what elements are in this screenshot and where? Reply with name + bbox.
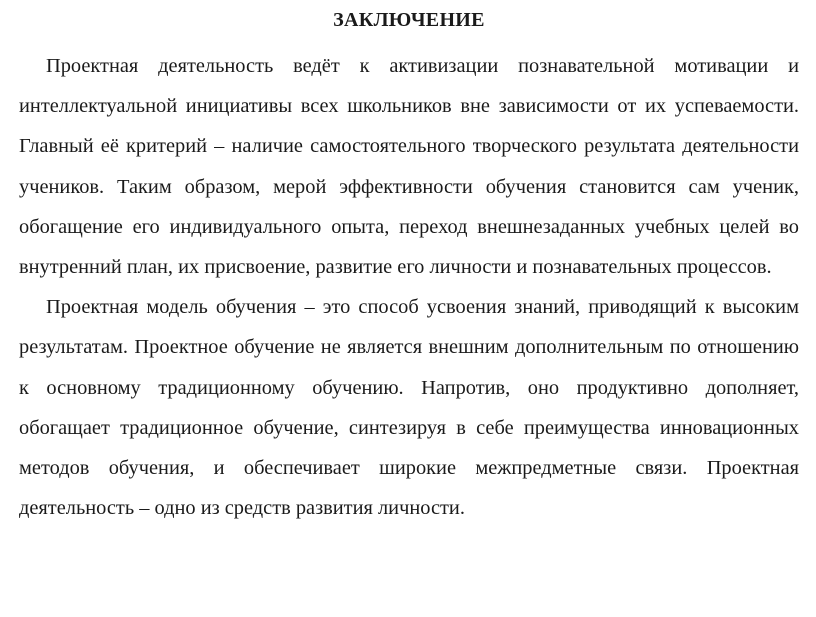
paragraph-1: Проектная деятельность ведёт к активизации познавательной мотивации и интеллектуальной инициативы всех школьников вне зависимости от их успеваемости. Главный её критерий – наличие самостоятельного творческого результата деятельности учеников. Таким образом, мерой эффективности обучения становится сам ученик, обогащение его индивидуального опыта, переход внешнезаданных учебных целей во внутренний план, их присвоение, развитие его личности и познавательных процессов. [19, 55, 799, 279]
paragraph-2: Проектная модель обучения – это способ усвоения знаний, приводящий к высоким результатам. Проектное обучение не является внешним дополнительным по отношению к основному традиционному обучению. Напротив, оно продуктивно дополняет, обогащает традиционное обучение, синтезируя в себе преимущества инновационных методов обучения, и обеспечивает широкие межпредметные связи. Проектная деятельность – одно из средств развития личности. [19, 296, 799, 520]
page-title: ЗАКЛЮЧЕНИЕ [333, 9, 485, 31]
